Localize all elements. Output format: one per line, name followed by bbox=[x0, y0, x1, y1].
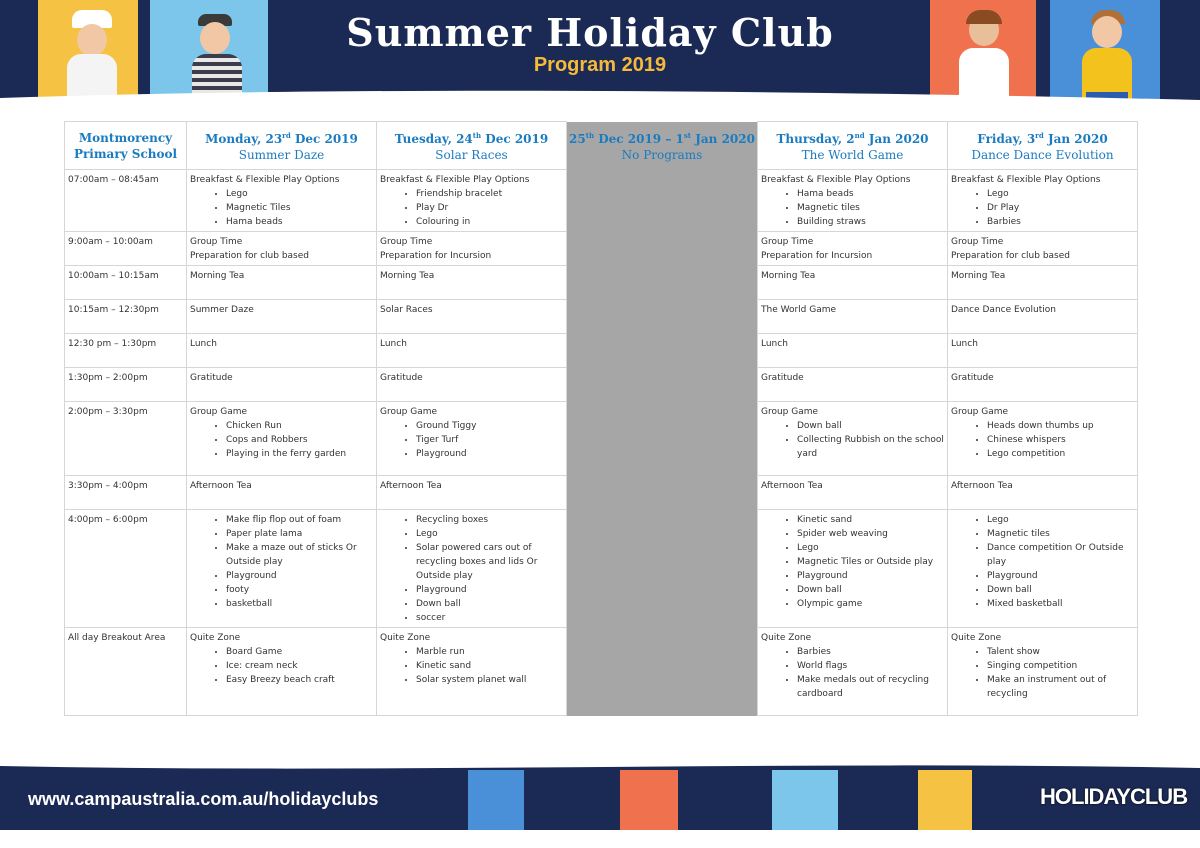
activity-label: Lunch bbox=[190, 339, 217, 349]
list-item: • Ice: cream neck bbox=[226, 659, 373, 673]
activity-label: Lunch bbox=[951, 339, 978, 349]
list-item: • Lego competition bbox=[987, 447, 1134, 461]
list-item: • Make an instrument out of recycling bbox=[987, 673, 1134, 701]
page-subtitle: Program 2019 bbox=[533, 54, 667, 76]
list-item: • Board Game bbox=[226, 645, 373, 659]
thursday-header: Thursday, 2nd Jan 2020 The World Game bbox=[758, 122, 948, 170]
list-item: • Colouring in bbox=[416, 215, 563, 229]
tue-activity-cell bbox=[377, 402, 567, 476]
activity-list bbox=[951, 645, 1134, 701]
fri-activity-cell bbox=[948, 170, 1138, 232]
list-item: • Kinetic sand bbox=[797, 513, 944, 527]
header-row bbox=[65, 122, 1138, 170]
list-item: • Lego bbox=[987, 187, 1134, 201]
list-item: • Magnetic tiles bbox=[797, 201, 944, 215]
activity-label: Morning Tea bbox=[380, 271, 435, 281]
holiday-club-logo: HOLIDAYCLUB bbox=[1040, 784, 1188, 809]
list-item: • Dr Play bbox=[987, 201, 1134, 215]
footer-stripe-orange bbox=[620, 770, 678, 830]
friday-header: Friday, 3rd Jan 2020 Dance Dance Evolution bbox=[948, 122, 1138, 170]
activity-list bbox=[951, 419, 1134, 461]
mon-activity-cell bbox=[187, 266, 377, 300]
tue-activity-cell bbox=[377, 628, 567, 716]
thu-activity-cell bbox=[758, 510, 948, 628]
thu-activity-cell bbox=[758, 334, 948, 368]
header-wave-divider bbox=[0, 88, 1200, 118]
activity-label: Gratitude bbox=[951, 373, 994, 383]
mon-activity-cell bbox=[187, 300, 377, 334]
activity-label: Group Game bbox=[951, 407, 1009, 417]
list-item: • Magnetic Tiles bbox=[226, 201, 373, 215]
list-item: • Building straws bbox=[797, 215, 944, 229]
activity-note: Preparation for Incursion bbox=[380, 251, 492, 261]
list-item: • Marble run bbox=[416, 645, 563, 659]
activity-list bbox=[761, 645, 944, 701]
mon-activity-cell bbox=[187, 170, 377, 232]
footer-stripe-light-blue bbox=[772, 770, 838, 830]
list-item: • Hama beads bbox=[797, 187, 944, 201]
footer-stripe-blue bbox=[468, 770, 524, 830]
activity-label: Quite Zone bbox=[761, 633, 812, 643]
list-item: • Playground bbox=[226, 569, 373, 583]
activity-label: Group Time bbox=[380, 237, 433, 247]
activity-list bbox=[190, 419, 373, 461]
list-item: • Down ball bbox=[416, 597, 563, 611]
list-item: • Lego bbox=[416, 527, 563, 541]
fri-activity-cell bbox=[948, 334, 1138, 368]
activity-label: Morning Tea bbox=[761, 271, 816, 281]
time-cell: 2:00pm – 3:30pm bbox=[65, 402, 187, 476]
tue-activity-cell bbox=[377, 300, 567, 334]
activity-label: The World Game bbox=[761, 305, 837, 315]
activity-list bbox=[380, 419, 563, 461]
page-title: Summer Holiday Club bbox=[346, 10, 834, 55]
activity-list bbox=[380, 513, 563, 625]
website-link[interactable]: www.campaustralia.com.au/holidayclubs bbox=[28, 789, 379, 809]
list-item: • Easy Breezy beach craft bbox=[226, 673, 373, 687]
activity-label: Breakfast & Flexible Play Options bbox=[761, 175, 911, 185]
fri-activity-cell bbox=[948, 368, 1138, 402]
list-item: • Chinese whispers bbox=[987, 433, 1134, 447]
list-item: • Magnetic tiles bbox=[987, 527, 1134, 541]
list-item: • Magnetic Tiles or Outside play bbox=[797, 555, 944, 569]
time-cell: 12:30 pm – 1:30pm bbox=[65, 334, 187, 368]
activity-label: Quite Zone bbox=[951, 633, 1002, 643]
closed-period-header: 25th Dec 2019 – 1st Jan 2020 No Programs bbox=[567, 122, 758, 170]
activity-label: Afternoon Tea bbox=[761, 481, 823, 491]
activity-label: Lunch bbox=[380, 339, 407, 349]
activity-label: Group Game bbox=[190, 407, 248, 417]
thu-activity-cell bbox=[758, 232, 948, 266]
list-item: • Tiger Turf bbox=[416, 433, 563, 447]
list-item: • Recycling boxes bbox=[416, 513, 563, 527]
program-body bbox=[65, 170, 1138, 716]
list-item: • Barbies bbox=[987, 215, 1134, 229]
activity-label: Afternoon Tea bbox=[190, 481, 252, 491]
activity-label: Breakfast & Flexible Play Options bbox=[190, 175, 340, 185]
program-table bbox=[64, 121, 1138, 716]
activity-label: Gratitude bbox=[190, 373, 233, 383]
list-item: • Lego bbox=[797, 541, 944, 555]
activity-note: Preparation for club based bbox=[190, 251, 309, 261]
activity-label: Lunch bbox=[761, 339, 788, 349]
activity-list bbox=[951, 513, 1134, 611]
mon-activity-cell bbox=[187, 628, 377, 716]
time-cell: 3:30pm – 4:00pm bbox=[65, 476, 187, 510]
table-row bbox=[65, 170, 1138, 232]
thu-activity-cell bbox=[758, 368, 948, 402]
time-cell: 10:00am – 10:15am bbox=[65, 266, 187, 300]
list-item: • Dance competition Or Outside play bbox=[987, 541, 1134, 569]
thu-activity-cell bbox=[758, 300, 948, 334]
mon-activity-cell bbox=[187, 368, 377, 402]
tuesday-header: Tuesday, 24th Dec 2019 Solar Races bbox=[377, 122, 567, 170]
list-item: • Playing in the ferry garden bbox=[226, 447, 373, 461]
list-item: • Playground bbox=[987, 569, 1134, 583]
time-cell: 9:00am – 10:00am bbox=[65, 232, 187, 266]
list-item: • Friendship bracelet bbox=[416, 187, 563, 201]
activity-note: Preparation for club based bbox=[951, 251, 1070, 261]
fri-activity-cell bbox=[948, 628, 1138, 716]
list-item: • Down ball bbox=[797, 583, 944, 597]
activity-label: Gratitude bbox=[761, 373, 804, 383]
mon-activity-cell bbox=[187, 334, 377, 368]
fri-activity-cell bbox=[948, 402, 1138, 476]
activity-label: Group Game bbox=[380, 407, 438, 417]
tue-activity-cell bbox=[377, 476, 567, 510]
time-cell: 10:15am – 12:30pm bbox=[65, 300, 187, 334]
list-item: • basketball bbox=[226, 597, 373, 611]
list-item: • Mixed basketball bbox=[987, 597, 1134, 611]
list-item: • Paper plate lama bbox=[226, 527, 373, 541]
fri-activity-cell bbox=[948, 266, 1138, 300]
list-item: • Make a maze out of sticks Or Outside play bbox=[226, 541, 373, 569]
list-item: • Olympic game bbox=[797, 597, 944, 611]
list-item: • Kinetic sand bbox=[416, 659, 563, 673]
tue-activity-cell bbox=[377, 232, 567, 266]
list-item: • Playground bbox=[416, 583, 563, 597]
tue-activity-cell bbox=[377, 510, 567, 628]
list-item: • Barbies bbox=[797, 645, 944, 659]
fri-activity-cell bbox=[948, 476, 1138, 510]
activity-label: Breakfast & Flexible Play Options bbox=[380, 175, 530, 185]
activity-label: Gratitude bbox=[380, 373, 423, 383]
list-item: • Cops and Robbers bbox=[226, 433, 373, 447]
activity-list bbox=[761, 513, 944, 611]
activity-label: Afternoon Tea bbox=[380, 481, 442, 491]
fri-activity-cell bbox=[948, 232, 1138, 266]
list-item: • Playground bbox=[797, 569, 944, 583]
activity-label: Group Time bbox=[951, 237, 1004, 247]
activity-label: Quite Zone bbox=[190, 633, 241, 643]
list-item: • Singing competition bbox=[987, 659, 1134, 673]
activity-note: Preparation for Incursion bbox=[761, 251, 873, 261]
monday-header: Monday, 23rd Dec 2019 Summer Daze bbox=[187, 122, 377, 170]
list-item: • Play Dr bbox=[416, 201, 563, 215]
thu-activity-cell bbox=[758, 476, 948, 510]
activity-label: Morning Tea bbox=[190, 271, 245, 281]
list-item: • World flags bbox=[797, 659, 944, 673]
footer-stripe-yellow bbox=[918, 770, 972, 830]
tue-activity-cell bbox=[377, 368, 567, 402]
list-item: • Solar system planet wall bbox=[416, 673, 563, 687]
activity-label: Quite Zone bbox=[380, 633, 431, 643]
activity-label: Dance Dance Evolution bbox=[951, 305, 1056, 315]
thu-activity-cell bbox=[758, 266, 948, 300]
time-cell: 4:00pm – 6:00pm bbox=[65, 510, 187, 628]
mon-activity-cell bbox=[187, 476, 377, 510]
list-item: • Spider web weaving bbox=[797, 527, 944, 541]
list-item: • Lego bbox=[226, 187, 373, 201]
thu-activity-cell bbox=[758, 402, 948, 476]
activity-label: Group Game bbox=[761, 407, 819, 417]
thu-activity-cell bbox=[758, 628, 948, 716]
activity-list bbox=[190, 645, 373, 687]
activity-label: Solar Races bbox=[380, 305, 433, 315]
time-cell: 07:00am – 08:45am bbox=[65, 170, 187, 232]
fri-activity-cell bbox=[948, 510, 1138, 628]
activity-label: Group Time bbox=[190, 237, 243, 247]
list-item: • Make medals out of recycling cardboard bbox=[797, 673, 944, 701]
closed-period-cell bbox=[567, 170, 758, 716]
list-item: • Make flip flop out of foam bbox=[226, 513, 373, 527]
activity-label: Afternoon Tea bbox=[951, 481, 1013, 491]
tue-activity-cell bbox=[377, 170, 567, 232]
time-cell: All day Breakout Area bbox=[65, 628, 187, 716]
list-item: • footy bbox=[226, 583, 373, 597]
list-item: • Chicken Run bbox=[226, 419, 373, 433]
list-item: • Down ball bbox=[987, 583, 1134, 597]
list-item: • Down ball bbox=[797, 419, 944, 433]
list-item: • Talent show bbox=[987, 645, 1134, 659]
school-name-header: Montmorency Primary School bbox=[65, 122, 187, 170]
list-item: • Solar powered cars out of recycling boxes and lids Or Outside play bbox=[416, 541, 563, 583]
activity-label: Morning Tea bbox=[951, 271, 1006, 281]
mon-activity-cell bbox=[187, 402, 377, 476]
tue-activity-cell bbox=[377, 266, 567, 300]
activity-list bbox=[951, 187, 1134, 229]
list-item: • Hama beads bbox=[226, 215, 373, 229]
thu-activity-cell bbox=[758, 170, 948, 232]
activity-list bbox=[761, 187, 944, 229]
activity-label: Group Time bbox=[761, 237, 814, 247]
activity-label: Breakfast & Flexible Play Options bbox=[951, 175, 1101, 185]
mon-activity-cell bbox=[187, 510, 377, 628]
fri-activity-cell bbox=[948, 300, 1138, 334]
activity-list bbox=[761, 419, 944, 461]
tue-activity-cell bbox=[377, 334, 567, 368]
list-item: • Playground bbox=[416, 447, 563, 461]
activity-list bbox=[190, 513, 373, 611]
activity-list bbox=[190, 187, 373, 229]
activity-label: Summer Daze bbox=[190, 305, 254, 315]
mon-activity-cell bbox=[187, 232, 377, 266]
list-item: • Collecting Rubbish on the school yard bbox=[797, 433, 944, 461]
list-item: • Lego bbox=[987, 513, 1134, 527]
time-cell: 1:30pm – 2:00pm bbox=[65, 368, 187, 402]
list-item: • Heads down thumbs up bbox=[987, 419, 1134, 433]
activity-list bbox=[380, 187, 563, 229]
list-item: • Ground Tiggy bbox=[416, 419, 563, 433]
activity-list bbox=[380, 645, 563, 687]
list-item: • soccer bbox=[416, 611, 563, 625]
